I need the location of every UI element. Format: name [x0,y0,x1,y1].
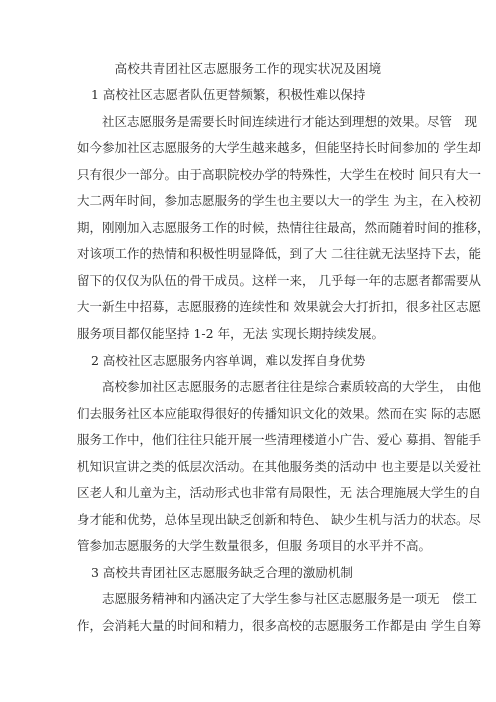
section-heading: 2 高校社区志愿服务内容单调，难以发挥自身优势 [91,352,366,368]
paragraph-line: 们去服务社区本应能取得很好的传播知识文化的效果。然而在实 际的志愿 [77,405,481,421]
paragraph-line: 服务工作中，他们往往只能开展一些清理楼道小广告、爱心 募捐、智能手 [77,432,481,448]
page-title: 高校共青团社区志愿服务工作的现实状况及困境 [114,61,382,76]
paragraph-line: 对该项工作的热情和积极性明显降低，到了大 二往往就无法坚持下去，能 [77,246,481,262]
section-heading: 3 高校共青团社区志愿服务缺乏合理的激励机制 [91,564,353,580]
paragraph-line: 管参加志愿服务的大学生数量很多，但服 务项目的水平并不高。 [77,538,431,554]
paragraph-line: 只有很少一部分。由于高职院校办学的特殊性，大学生在校时 间只有大一 [77,166,481,182]
section-heading: 1 高校社区志愿者队伍更替频繁，积极性难以保持 [91,87,366,102]
paragraph-line: 区老人和儿童为主，活动形式也非常有局限性，无 法合理施展大学生的自 [77,485,481,501]
paragraph-line: 作，会消耗大量的时间和精力，很多高校的志愿服务工作都是由 学生自筹 [77,618,481,633]
paragraph-line: 如今参加社区志愿服务的大学生越来越多，但能坚持长时间参加的 学生却 [77,140,481,156]
paragraph-line: 服务项目都仅能坚持 1-2 年，无法 实现长期持续发展。 [77,325,385,341]
paragraph-line: 高校参加社区志愿服务的志愿者往往是综合素质较高的大学生， 由他 [102,379,481,395]
paragraph-line: 大二两年时间，参加志愿服务的学生也主要以大一的学生 为主，在入校初 [77,193,481,209]
paragraph-line: 机知识宣讲之类的低层次活动。在其他服务类的活动中 也主要是以关爱社 [77,458,481,474]
paragraph-line: 社区志愿服务是需要长时间连续进行才能达到理想的效果。尽管 现 [102,113,478,129]
paragraph-line: 身才能和优势，总体呈现出缺乏创新和特色、 缺少生机与活力的状态。尽 [77,511,481,527]
paragraph-line: 志愿服务精神和内涵决定了大学生参与社区志愿服务是一项无 偿工 [102,591,478,607]
paragraph-line: 留下的仅仅为队伍的骨干成员。这样一来， 几乎每一年的志愿者都需要从 [77,272,481,288]
paragraph-line: 期，刚刚加入志愿服务工作的时候，热情往往最高，然而随着时间的推移， [77,219,490,235]
paragraph-line: 大一新生中招募，志愿服務的连续性和 效果就会大打折扣，很多社区志愿 [77,299,481,315]
